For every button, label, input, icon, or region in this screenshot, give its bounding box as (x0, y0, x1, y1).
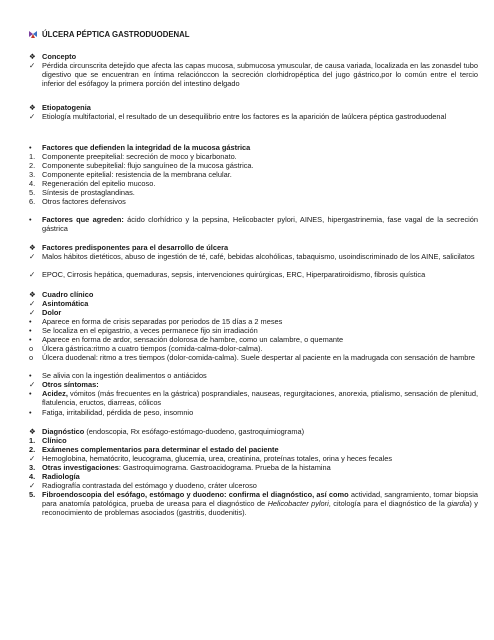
dolor-item: Aparece en forma de crisis separadas por periodos de 15 días a 2 meses (42, 317, 283, 326)
dolor-item: Se alivia con la ingestión dealimentos o antiácidos (42, 371, 207, 380)
defienden-item: Componente epitelial: resistencia de la membrana celular. (42, 170, 232, 179)
title-logo-icon (28, 29, 38, 39)
list-number: 2. (29, 161, 36, 170)
predisponentes-item: EPOC, Cirrosis hepática, quemaduras, sepsis, intervenciones quirúrgicas, ERC, Hiperparatiroidismo, fibrosis quística (42, 270, 426, 279)
check-bullet-icon: ✓ (29, 481, 36, 490)
diamond-bullet-icon: ❖ (29, 427, 36, 436)
circle-bullet-icon: o (29, 344, 34, 353)
diagnostico-heading-rest: (endoscopia, Rx esófago-estómago-duodeno, gastroquimiograma) (84, 427, 305, 436)
diagnostico-heading-row (42, 427, 482, 436)
fibroendoscopia-text-a: actividad, sangramiento, tomar biopsia para anatomía patológica, prueba de ureasa para el diagnóstico de (42, 490, 478, 508)
list-number: 2. (29, 445, 36, 454)
fibroendoscopia-label: Fibroendoscopia del esófago, estómago y duodeno: confirma el diagnóstico, así como (42, 490, 349, 499)
list-number: 3. (29, 170, 36, 179)
document-title: ÚLCERA PÉPTICA GASTRODUODENAL (42, 30, 190, 39)
list-number: 1. (29, 152, 36, 161)
list-number: 5. (29, 188, 36, 197)
list-number: 5. (29, 490, 36, 499)
diagnostico-clinico: Clínico (42, 436, 67, 445)
check-bullet-icon: ✓ (29, 270, 36, 279)
defienden-heading: Factores que defienden la integridad de la mucosa gástrica (42, 143, 251, 152)
bullet-icon: • (29, 389, 32, 398)
fibroendoscopia-italic-pylori: Helicobacter pylori (267, 499, 329, 508)
otras-investigaciones-label: Otras investigaciones (42, 463, 119, 472)
acidez-paragraph (42, 389, 478, 407)
predisponentes-heading: Factores predisponentes para el desarrollo de úlcera (42, 243, 229, 252)
list-number: 1. (29, 436, 36, 445)
circle-bullet-icon: o (29, 353, 34, 362)
list-number: 3. (29, 463, 36, 472)
etiopatogenia-text: Etiología multifactorial, el resultado de un desequilibrio entre los factores es la aparición de laúlcera péptica gastroduodenal (42, 112, 447, 121)
fibroendoscopia-text-b: , citología para el diagnóstico de la (328, 499, 448, 508)
agreden-text: ácido clorhídrico y la pepsina, Helicobacter pylori, AINES, hipergastrinemia, fase vagal de la secreción gástrica (42, 215, 479, 233)
diamond-bullet-icon: ❖ (29, 52, 36, 61)
agreden-paragraph (42, 215, 478, 233)
otras-investigaciones-row (42, 463, 482, 472)
check-bullet-icon: ✓ (29, 252, 36, 261)
check-bullet-icon: ✓ (29, 380, 36, 389)
defienden-item: Componente subepitelial: flujo sanguíneo de la mucosa gástrica. (42, 161, 254, 170)
list-number: 6. (29, 197, 36, 206)
dolor-item: Úlcera gástrica:ritmo a cuatro tiempos (comida-calma-dolor-calma). (42, 344, 263, 353)
concepto-text: Pérdida circunscrita detejido que afecta las capas mucosa, submucosa ymuscular, de causa variada, localizada en las zonasdel tubo digestivo que se encuentran en íntima relaciónccon la secreción clorhidropéptica del jugo gástrico,por lo común entre el tercio inferior del esófagoy la primera porción del intestino delgado (42, 61, 478, 88)
list-number: 4. (29, 472, 36, 481)
bullet-icon: • (29, 215, 32, 224)
acidez-text: vómitos (más frecuentes en la gástrica) posprandiales, nauseas, regurgitaciones, anorexia, ptialismo, sensación de plenitud, flatulencia, eructos, diarreas, cólicos (42, 389, 478, 407)
clinico-heading: Cuadro clínico (42, 290, 94, 299)
bullet-icon: • (29, 408, 32, 417)
predisponentes-item: Malos hábitos dietéticos, abuso de ingestión de té, café, bebidas alcohólicas, tabaquismo, usoindiscriminado de los AINE, salicilatos (42, 252, 475, 261)
list-number: 4. (29, 179, 36, 188)
asintomatica-label: Asintomática (42, 299, 89, 308)
bullet-icon: • (29, 326, 32, 335)
fibroendoscopia-text-c: ) y reconocimiento de problemas asociados (gastritis, duodenitis). (42, 499, 479, 517)
bullet-icon: • (29, 335, 32, 344)
examenes-item: Hemoglobina, hematócrito, leucograma, glucemia, urea, creatinina, proteínas totales, orina y heces fecales (42, 454, 393, 463)
diamond-bullet-icon: ❖ (29, 243, 36, 252)
check-bullet-icon: ✓ (29, 112, 36, 121)
defienden-item: Otros factores defensivos (42, 197, 126, 206)
check-bullet-icon: ✓ (29, 61, 36, 70)
bullet-icon: • (29, 317, 32, 326)
diamond-bullet-icon: ❖ (29, 103, 36, 112)
dolor-item: Se localiza en el epigastrio, a veces permanece fijo sin irradiación (42, 326, 258, 335)
defienden-item: Síntesis de prostaglandinas. (42, 188, 135, 197)
radiologia-item: Radiografía contrastada del estómago y duodeno, cráter ulceroso (42, 481, 257, 490)
etiopatogenia-heading: Etiopatogenia (42, 103, 91, 112)
agreden-heading: Factores que agreden: (42, 215, 124, 224)
bullet-icon: • (29, 371, 32, 380)
diamond-bullet-icon: ❖ (29, 290, 36, 299)
otras-investigaciones-text: : Gastroquimograma. Gastroacidograma. Prueba de la histamina (118, 463, 331, 472)
check-bullet-icon: ✓ (29, 454, 36, 463)
dolor-item: Aparece en forma de ardor, sensación dolorosa de hambre, como un calambre, o quemante (42, 335, 344, 344)
check-bullet-icon: ✓ (29, 299, 36, 308)
bullet-icon: • (29, 143, 32, 152)
radiologia-label: Radiología (42, 472, 80, 481)
defienden-item: Componente preepitelial: secreción de moco y bicarbonato. (42, 152, 237, 161)
diagnostico-heading: Diagnóstico (42, 427, 85, 436)
fibroendoscopia-italic-giardia: giardia (447, 499, 470, 508)
dolor-label: Dolor (42, 308, 62, 317)
concepto-heading: Concepto (42, 52, 77, 61)
defienden-item: Regeneración del epitelio mucoso. (42, 179, 156, 188)
otros-sintomas-label: Otros síntomas: (42, 380, 99, 389)
check-bullet-icon: ✓ (29, 308, 36, 317)
dolor-item: Úlcera duodenal: ritmo a tres tiempos (dolor-comida-calma). Suele despertar al paciente en la madrugada con sensación de hambre (42, 353, 475, 362)
fibroendoscopia-paragraph (42, 490, 478, 517)
acidez-label: Acidez, (42, 389, 68, 398)
fatiga-item: Fatiga, irritabilidad, pérdida de peso, insomnio (42, 408, 194, 417)
diagnostico-examenes: Exámenes complementarios para determinar el estado del paciente (42, 445, 279, 454)
